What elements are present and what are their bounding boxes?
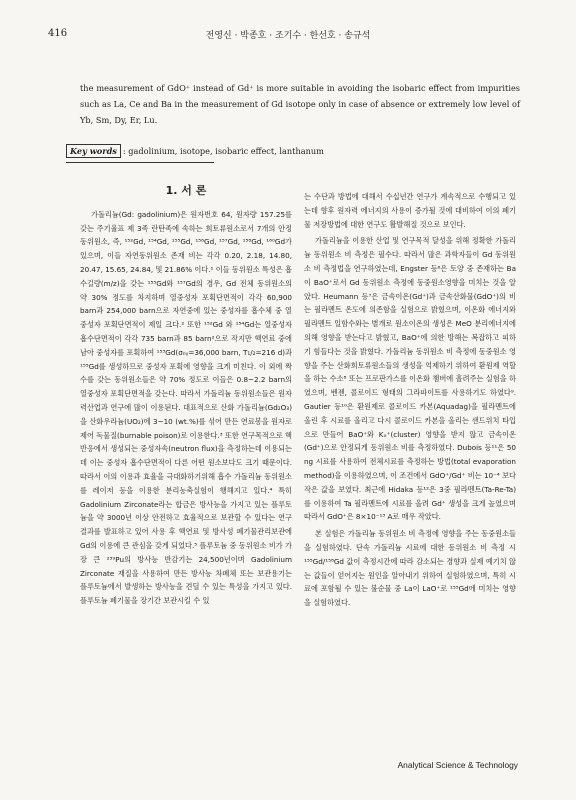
keywords-text: : gadolinium, isotope, isobaric effect, lanthanum (122, 146, 324, 156)
right-column (304, 190, 516, 613)
section-title: 1. 서 론 (165, 184, 207, 197)
journal-footer: Analytical Science & Technology (397, 760, 518, 770)
body-paragraph: 가돌리늄(Gd: gadolinium)은 원자번호 64, 원자량 157.25를 갖는 주기율표 제 3족 란탄족에 속하는 희토류원소로서 7개의 안정동위원소, 즉, ¹⁵²Gd, ¹⁵⁴Gd, ¹⁵⁵Gd, ¹⁵⁶Gd, ¹⁵⁷Gd, ¹⁵⁸Gd, ¹⁶⁰Gd가 있으며, 이들 자연동위원소 존재 비는 각각 0.20, 2.18, 14.80, 20.47, 15.65, 24.84, 및 21.86% 이다.¹ 이들 동위원소 특성은 흡수길량(m/z)을 갖는 ¹⁵⁵Gd와 ¹⁵⁷Gd의 경우, Gd 전체 동위원소의 약 30% 정도를 차지하며 열중성자 포획단면적이 각각 60,900 barn과 254,000 barn으로 자연중에 있는 중성자를 흡수체 중 열중성자 포획단면적이 제일 크다.² 또한 ¹⁵²Gd 와 ¹⁵⁴Gd는 열중성자 흡수단면적이 각각 735 barn과 85 barn²으로 작지만 핵연료 중에 남아 중성자를 포획하여 ¹⁵³Gd(σₙᵧ=36,000 barn, T₁/₂=216 d)과 ¹⁵⁵Gd를 생성하므로 중성자 포획에 영향을 크게 미친다. 이 외에 짝수를 갖는 동위원소들은 약 70% 정도로 이들은 0.8~2.2 barn의 열중성자 포획단면적을 갖는다. 따라서 가돌리늄 동위원소들은 원자력산업과 연구에 많이 이용된다. 대표적으로 산화 가돌리늄(Gd₂O₃)을 산화우라늄(UO₂)에 3~10 (wt.%)를 섞어 만든 연료봉을 원자로 제어 독물질(burnable poison)로 이용한다.³ 또한 연구목적으로 핵반응에서 생성되는 중성자속(neutron flux)을 측정하는데 이용되는데 이는 중성자 흡수단면적이 다른 어떤 원소보다도 크기 때문이다. 따라서 이의 이용과 효율을 극대화하기위해 흡수 가돌리늄 동위원소를 레이저 등을 이용한 분리농축실험이 행해지고 있다.⁴ 특히 Gadolinium Zirconate라는 합금은 방사능을 가지고 있는 플루토늄을 약 3000년 이상 안전하고 효율적으로 보관할 수 있다는 연구결과를 발표하고 있어 사용 후 핵연료 및 방사성 폐기물관리보관에 Gd의 이용에 큰 관심을 갖게 되었다.⁵ 플루토늄 중 동위원소 비가 가장 큰 ²³⁹Pu의 방사능 반감기는 24,500년이며 Gadolinium Zirconate 재질을 사용하여 만든 방사능 차폐체 또는 보관용기는 플루토늄에서 발생하는 방사능을 견딜 수 있는 특성을 가지고 있다. 플루토늄 폐기물을 장기간 보관시킬 수 있 (80, 209, 292, 606)
body-paragraph: 본 실험은 가돌리늄 동위원소 비 측정에 영향을 주는 동중원소들을 실험하였다. 단속 가돌리늄 시료에 대한 동위원소 비 측정 시 ¹⁵⁵Gd/¹⁵⁸Gd 값이 측정시간에 따라 감소되는 경향과 실제 예기치 않는 값들이 얻어지는 원인을 알아내기 위하여 실험하였으며, 특히 시료에 포함될 수 있는 불순물 중 La이 LaO⁺로 ¹⁵⁵Gd에 미치는 영향을 실험하였다. (304, 529, 516, 608)
abstract-continuation: the measurement of GdO⁺ instead of Gd⁺ is more suitable in avoiding the isobaric effect from impurities such as La, Ce and Ba in the measurement of Gd isotope only in case of absence or extremely low level of Yb, Sm, Dy, Er, Lu. (80, 83, 520, 125)
body-paragraph: 가돌리늄을 이용한 산업 및 연구목적 달성을 위해 정확한 가돌리늄 동위원소 비 측정은 필수다. 따라서 많은 과학자들이 Gd 동위원소 비 측정법을 연구하였는데, Engster 등⁶은 토양 중 존재하는 Ba이 BaO⁺로서 Gd 동위원소 측정에 동중원소영향을 미치는 것을 알았다. Heumann 등⁷은 금속이온(Gd⁺)과 금속산화물(GdO⁺)의 비는 필라멘트 온도에 의존함을 실험으로 밝혔으며, 이온화 에너지와 필라멘트 일함수와는 별개로 원소이온의 생성은 MeO 분리에너지에 의해 영향을 받는다고 밝혔고, BaO⁺에 의한 방해는 복잡하고 피하기 힘들다는 것을 밝혔다. 가돌리늄 동위원소 비 측정에 동중원소 영향을 주는 산화희토류원소들의 생성을 억제하기 위하여 환원제 역할을 하는 수소⁸ 또는 프로판가스를 이온화 챔버에 흘려주는 실험을 하였으며, 벤젠, 콜로이드 형태의 그라파이트를 사용하기도 하였다⁹. Gautier 등¹⁰은 환원제로 콜로이드 카본(Aquadag)을 필라멘트에 올린 후 시료를 올리고 다시 콜로이드 카본을 올리는 샌드위치 타입으로 만들어 BaO⁺와 Kₓ⁺(cluster) 영향을 받지 않고 금속이온(Gd⁺)으로 안정되게 동위원소 비를 측정하였다. Dubois 등¹¹은 50 ng 시료를 사용하여 전체시료를 측정하는 방법(total evaporation method)을 이용하였으며, 이 조건에서 GdO⁺/Gd⁺ 비는 10⁻⁴ 보다 작은 값을 보였다. 최근에 Hidaka 등¹²은 3중 필라멘트(Ta-Re-Ta)를 이용하여 Ta 필라멘트에 시료를 올려 Gd⁺ 생성을 크게 높였으며 따라서 GdO⁺은 8×10⁻¹³ A로 매우 작았다. (304, 236, 516, 522)
keywords (66, 141, 466, 161)
keywords-rule (66, 162, 214, 163)
page-header (48, 28, 528, 48)
body-paragraph: 는 수단과 방법에 대해서 수십년간 연구가 계속적으로 수행되고 있는데 향후 원자력 에너지의 사용이 증가될 것에 대비하여 이의 폐기물 저장방법에 대한 연구도 활발해질 것으로 보인다. (304, 192, 516, 229)
page-number: 416 (48, 28, 68, 39)
left-column (80, 180, 292, 611)
keywords-label: Key words (66, 144, 121, 158)
running-authors: 전영신 · 박종호 · 조기수 · 한선호 · 송규석 (205, 31, 371, 41)
